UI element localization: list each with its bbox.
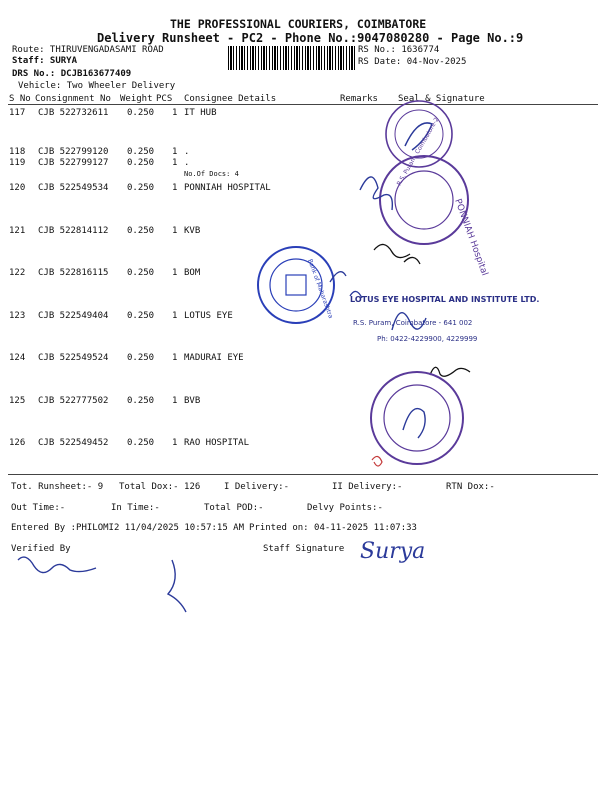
delvy-points: Delvy Points:- xyxy=(307,503,383,513)
runsheet-subtitle: Delivery Runsheet - PC2 - Phone No.:9047080280 - Page No.:9 xyxy=(97,31,524,45)
middle-signature xyxy=(168,560,186,612)
lotus-stamp-line3: Ph: 0422-4229900, 4229999 xyxy=(377,335,478,343)
col-consignee: Consignee Details xyxy=(184,94,277,104)
verified-by: Verified By xyxy=(11,544,71,554)
col-weight: Weight xyxy=(120,94,153,104)
col-seal: Seal & Signature xyxy=(398,94,485,104)
kvb-signature xyxy=(374,244,420,264)
ii-delivery: II Delivery:- xyxy=(332,482,403,492)
bank-stamp xyxy=(258,247,334,323)
route: Route: THIRUVENGADASAMI ROAD xyxy=(12,45,164,55)
company-title: THE PROFESSIONAL COURIERS, COIMBATORE xyxy=(170,17,427,31)
bank-stamp-text: Bank of Maharashtra xyxy=(306,258,335,320)
verified-signature xyxy=(18,557,96,572)
staff-signature: Surya xyxy=(360,539,426,564)
col-sno: S No xyxy=(9,94,31,104)
ponniah-signature xyxy=(360,177,392,210)
total-dox: Total Dox:- 126 xyxy=(119,482,201,492)
rtn-dox: RTN Dox:- xyxy=(446,482,495,492)
lotus-stamp-line2: R.S. Puram, Coimbatore - 641 002 xyxy=(353,319,473,327)
total-pod: Total POD:- xyxy=(204,503,264,513)
col-pcs: PCS xyxy=(156,94,173,104)
drs-number: DRS No.: DCJB163677409 xyxy=(12,69,132,79)
printed-on: Printed on: 04-11-2025 11:07:33 xyxy=(249,523,417,533)
ponniah-stamp-text: PONNIAH Hospital xyxy=(452,197,490,278)
docs-note: No.Of Docs: 4 xyxy=(184,170,239,178)
i-delivery: I Delivery:- xyxy=(224,482,290,492)
lotus-stamp xyxy=(350,295,539,343)
vehicle: Vehicle: Two Wheeler Delivery xyxy=(18,81,176,91)
out-time: Out Time:- xyxy=(11,503,66,513)
bvb-stamp xyxy=(371,372,463,464)
rs-number: RS No.: 1636774 xyxy=(358,45,440,55)
staff-signature-label: Staff Signature xyxy=(263,544,345,554)
ponniah-stamp-inner: R.S. Puram, Coimbatore-2 xyxy=(395,116,441,187)
rao-mark xyxy=(372,456,382,466)
rs-date: RS Date: 04-Nov-2025 xyxy=(358,57,467,67)
madurai-signature xyxy=(430,367,470,376)
col-remarks: Remarks xyxy=(340,94,378,104)
in-time: In Time:- xyxy=(111,503,160,513)
lotus-stamp-line1: LOTUS EYE HOSPITAL AND INSTITUTE LTD. xyxy=(350,295,540,304)
col-consignment: Consignment No xyxy=(35,94,111,104)
staff: Staff: SURYA xyxy=(12,56,78,66)
entered-by: Entered By :PHILOMI2 11/04/2025 10:57:15 AM xyxy=(11,523,244,533)
tot-runsheet: Tot. Runsheet:- 9 xyxy=(11,482,104,492)
ponniah-stamp xyxy=(380,116,489,277)
